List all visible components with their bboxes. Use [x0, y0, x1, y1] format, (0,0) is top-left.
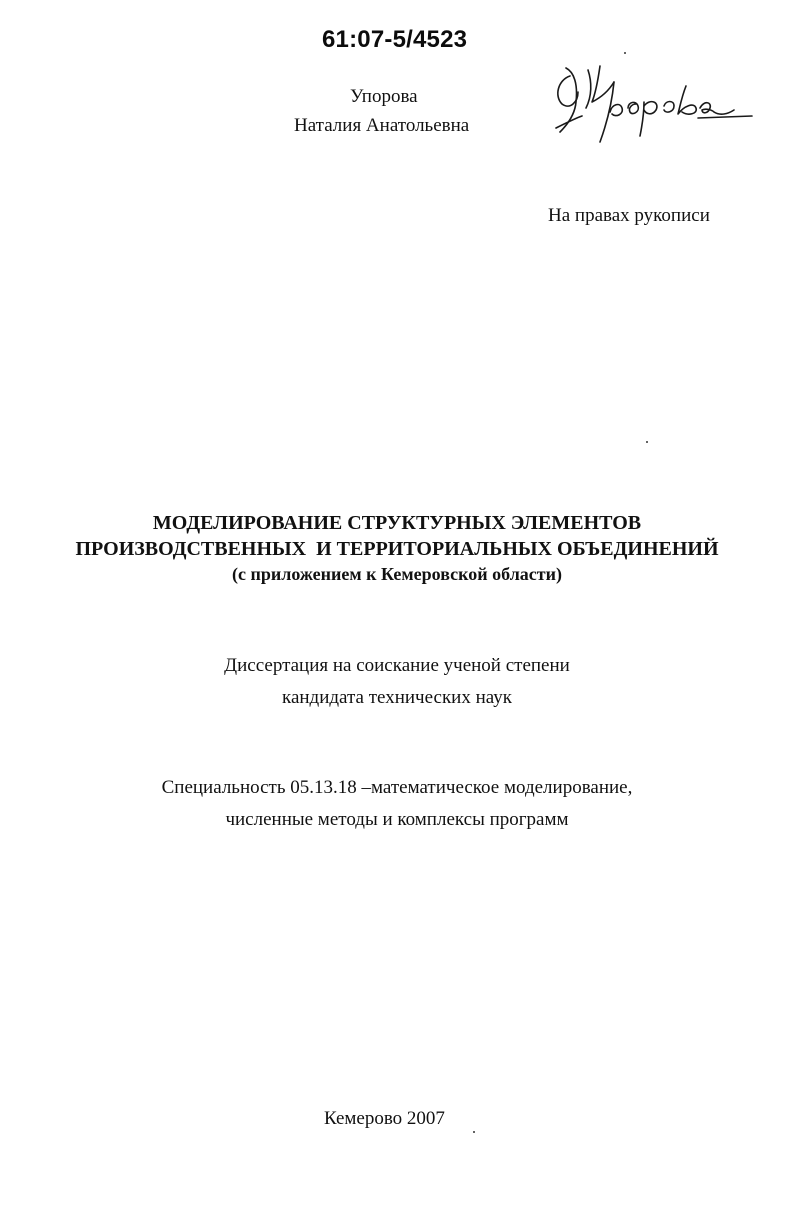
- specialty-line-1: Специальность 05.13.18 –математическое моделирование,: [161, 777, 633, 798]
- rights-note: На правах рукописи: [548, 205, 710, 226]
- scan-speck: [473, 1131, 475, 1133]
- specialty-statement: [0, 772, 794, 836]
- author-signature: [548, 62, 758, 152]
- dissertation-title: [0, 510, 794, 586]
- specialty-line-2: численные методы и комплексы программ: [225, 809, 569, 830]
- title-line-1: МОДЕЛИРОВАНИЕ СТРУКТУРНЫХ ЭЛЕМЕНТОВ: [152, 512, 642, 534]
- scan-speck: [646, 441, 648, 443]
- library-stamp-code: 61:07-5/4523: [322, 26, 468, 53]
- degree-statement: [0, 650, 794, 714]
- scan-speck: [624, 52, 626, 54]
- title-subtitle: (с приложением к Кемеровской области): [231, 564, 562, 584]
- author-surname: Упорова: [350, 86, 418, 107]
- place-and-year: Кемерово 2007: [324, 1108, 445, 1129]
- degree-line-2: кандидата технических наук: [282, 687, 512, 708]
- title-line-2: ПРОИЗВОДСТВЕННЫХ И ТЕРРИТОРИАЛЬНЫХ ОБЪЕДИНЕНИЙ: [75, 538, 719, 560]
- degree-line-1: Диссертация на соискание ученой степени: [224, 655, 570, 676]
- author-given-names: Наталия Анатольевна: [294, 115, 470, 136]
